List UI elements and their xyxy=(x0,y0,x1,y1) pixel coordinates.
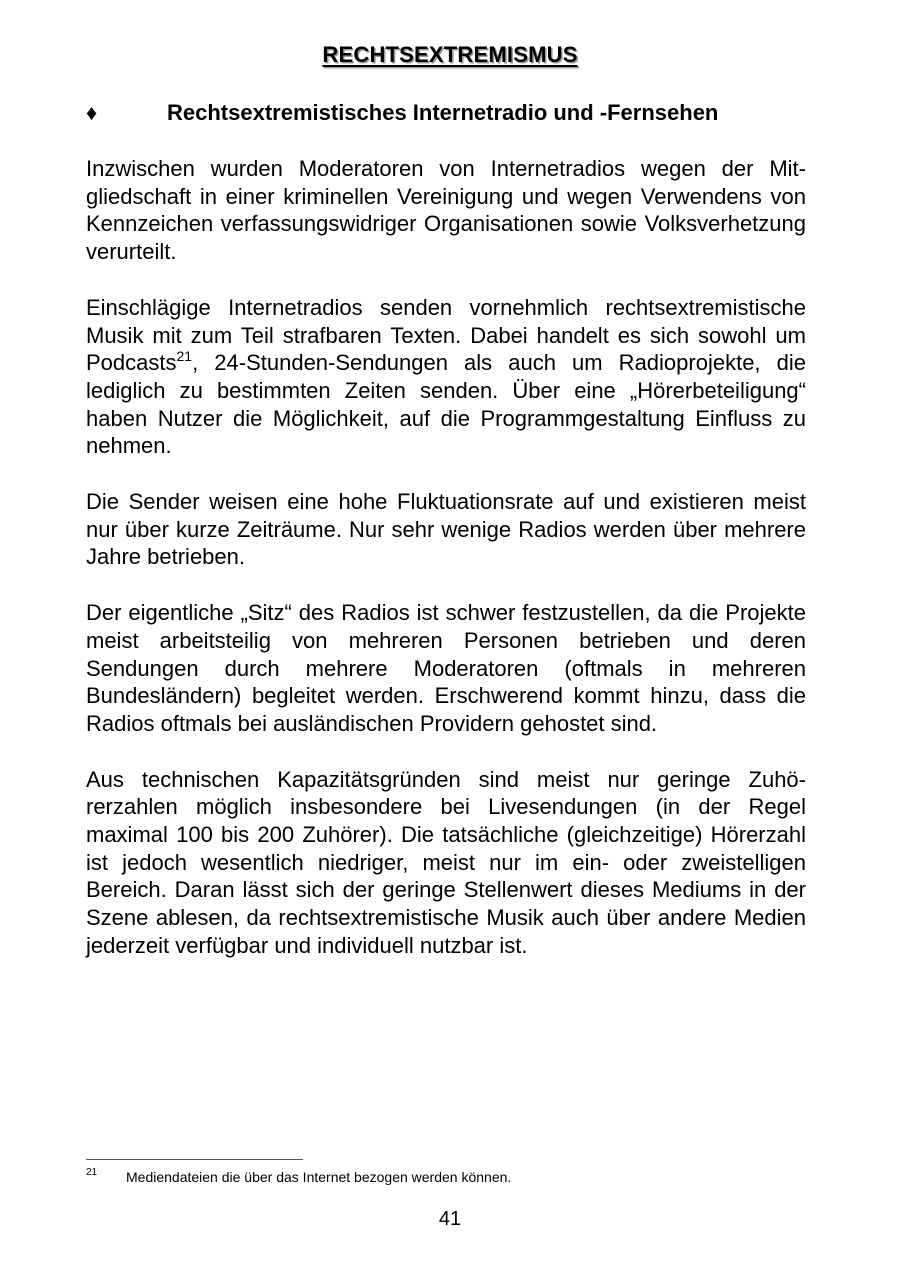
page-number: 41 xyxy=(438,1208,462,1230)
diamond-bullet-icon: ♦ xyxy=(86,100,98,125)
footnote-separator xyxy=(86,1159,303,1160)
paragraph-1: Inzwischen wurden Moderatoren von Internetradios wegen der Mitgliedschaft in einer kriminellen Vereinigung und wegen Verwendens von Kennzeichen verfassungswidriger Organisationen sowie Volksverhetzung verurteilt. xyxy=(86,156,806,265)
paragraph-4: Der eigentliche „Sitz“ des Radios ist schwer festzustellen, da die Projekte meist arbeitsteilig von mehreren Personen betrieben und deren Sendungen durch mehrere Moderatoren (oftmals in mehreren Bundesländern) begleitet werden. Erschwerend kommt hinzu, dass die Radios oftmals bei ausländischen Providern gehostet sind. xyxy=(86,600,806,736)
paragraph-3: Die Sender weisen eine hohe Fluktuationsrate auf und existieren meist nur über kurze Zeiträume. Nur sehr wenige Radios werden über mehrere Jahre betrieben. xyxy=(86,489,806,570)
footnote-reference: 21 xyxy=(176,348,193,365)
section-title: Rechtsextremistisches Internetradio und -Fernsehen xyxy=(167,100,719,125)
footnote-number: 21 xyxy=(86,1167,98,1178)
paragraph-2-part-1: Einschlägige Internetradios senden vornehmlich rechtsextremistische Musik mit zum Teil strafbaren Texten. Dabei handelt es sich sowohl um Podcasts xyxy=(86,294,806,376)
footnote-text: Mediendateien die über das Internet bezogen werden können. xyxy=(126,1169,512,1185)
paragraph-2 xyxy=(86,294,806,460)
paragraph-5: Aus technischen Kapazitätsgründen sind meist nur geringe Zuhörerzahlen möglich insbesondere bei Livesendungen (in der Regel maximal 100 bis 200 Zuhörer). Die tatsächliche (gleichzeitige) Hörerzahl ist jedoch wesentlich niedriger, meist nur im ein- oder zweistelligen Bereich. Daran lässt sich der geringe Stellenwert dieses Mediums in der Szene ablesen, da rechtsextremistische Musik auch über andere Medien jederzeit verfügbar und individuell nutzbar ist. xyxy=(86,766,806,958)
body-text xyxy=(86,155,806,988)
running-header: RECHTSEXTREMISMUS xyxy=(322,42,578,67)
paragraph-2-part-2: , 24-Stunden-Sendungen als auch um Radioprojekte, die lediglich zu bestimmten Zeiten senden. Über eine „Hörerbeteiligung“ haben Nutzer die Möglichkeit, auf die Programmgestaltung Einfluss zu nehmen. xyxy=(86,350,806,459)
